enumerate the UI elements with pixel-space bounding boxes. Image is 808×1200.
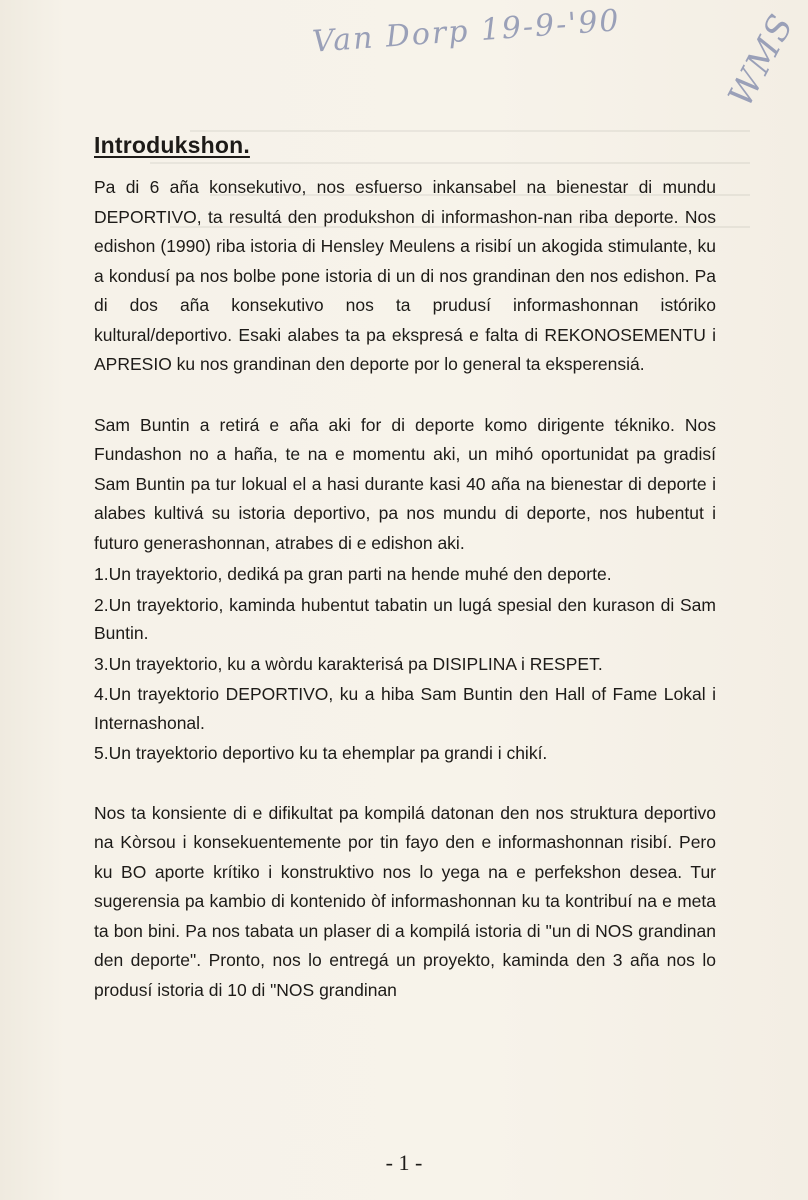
section-title: Introdukshon. — [94, 132, 250, 158]
list-item: 4.Un trayektorio DEPORTIVO, ku a hiba Sam Buntin den Hall of Fame Lokal i Internashonal. — [94, 684, 716, 733]
page-number: - 1 - — [385, 1150, 423, 1175]
document-body — [94, 132, 716, 1005]
paragraph-sam-buntin: Sam Buntin a retirá e aña aki for di deporte komo dirigente tékniko. Nos Fundashon no a haña, te na e momentu aki, un mihó oportunidat pa gradisí Sam Buntin pa tur lokual el a hasi durante kasi 40 aña na bienestar di deporte i alabes kultivá su istoria deportivo, pa nos mundu di deporte, nos hubentut i futuro generashonnan, atrabes di e edishon aki. — [94, 414, 716, 553]
paragraph-intro: Pa di 6 aña konsekutivo, nos esfuerso inkansabel na bienestar di mundu DEPORTIVO, ta resultá den produkshon di informashon-nan riba deporte. Nos edishon (1990) riba istoria di Hensley Meulens a risibí un akogida stimulante, ku a kondusí pa nos bolbe pone istoria di un di nos grandinan den nos edishon. Pa di dos aña konsekutivo nos ta prudusí informashonnan istóriko kultural/deportivo. Esaki alabes ta pa ekspresá e falta di REKONOSEMENTU i APRESIO ku nos grandinan den deporte por lo general ta eksperensiá. — [94, 177, 716, 374]
handwritten-annotation-top: Van Dorp 19-9-'90 — [311, 3, 622, 60]
paragraph-closing: Nos ta konsiente di e difikultat pa kompilá datonan den nos struktura deportivo na Kòrsou i konsekuentemente por tin fayo den e informashonnan risibí. Pero ku BO aporte krítiko i konstruktivo nos lo yega na e perfekshon desea. Tur sugerensia pa kambio di kontenido òf informashonnan ku ta kontribuí na e meta ta bon bini. Pa nos tabata un plaser di a kompilá istoria di "un di NOS grandinan den deporte". Pronto, nos lo entregá un proyekto, kaminda den 3 aña nos lo produsí istoria di 10 di "NOS grandinan — [94, 802, 716, 1000]
list-item: 1.Un trayektorio, dediká pa gran parti na hende muhé den deporte. — [94, 564, 612, 584]
list-item: 2.Un trayektorio, kaminda hubentut tabatin un lugá spesial den kurason di Sam Buntin. — [94, 594, 716, 643]
list-item: 3.Un trayektorio, ku a wòrdu karakterisá pa DISIPLINA i RESPET. — [94, 653, 603, 674]
handwritten-annotation-side: WMS — [720, 6, 803, 114]
trajectory-list — [94, 560, 716, 768]
list-item: 5.Un trayektorio deportivo ku ta ehemplar pa grandi i chikí. — [94, 743, 548, 763]
